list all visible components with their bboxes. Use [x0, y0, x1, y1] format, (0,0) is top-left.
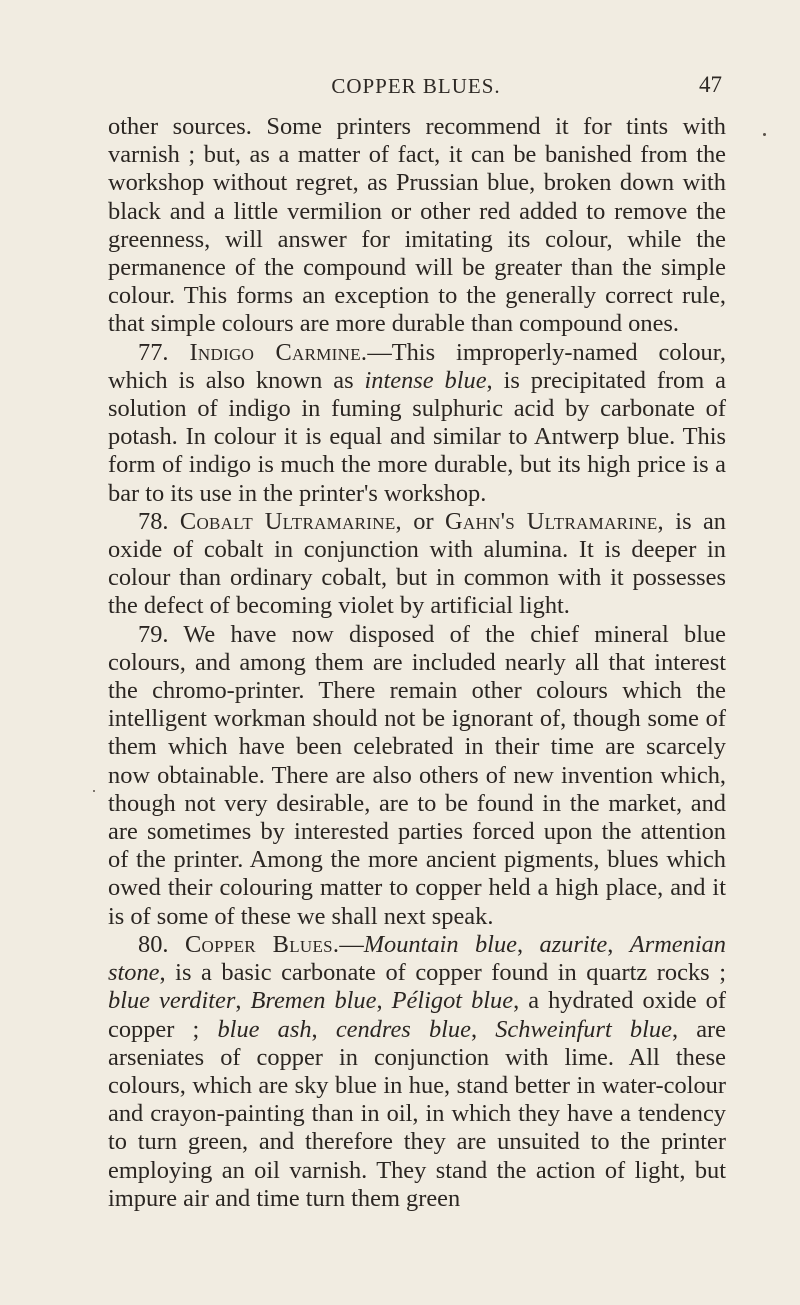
paragraph-80 — [108, 931, 726, 1213]
paragraph-text: , — [311, 1015, 336, 1043]
paragraph-text: , — [376, 987, 392, 1015]
paragraph-text: — — [339, 930, 364, 958]
body-text — [108, 113, 726, 1213]
paragraph-78 — [108, 508, 726, 621]
paragraph-text: We have now disposed of the chief mineral blue colours, and among them are included nearly all that interest the chromo-printer. There remain other colours which the intelligent workman should not be ignorant of, though some of them which have been celebrated in their time are scarcely now obtainable. There are also others of new invention which, though not very desirable, are to be found in the market, and are sometimes by interested parties forced upon the attention of the printer. Among the more ancient pigments, blues which owed their colouring matter to copper held a high place, and it is of some of these we shall next speak. — [108, 620, 726, 930]
paragraph-number: 77. — [138, 338, 169, 366]
paragraph-continued — [108, 113, 726, 339]
paragraph-text: , are arseniates of copper in conjunction with lime. All these colours, which are sky blue in hue, stand better in water-colour and crayon-painting than in oil, in which they have a tendency to turn green, and therefore they are unsuited to the printer employing an oil varnish. They stand the action of light, but impure air and time turn them green — [108, 1015, 726, 1212]
paragraph-number: 78. — [138, 507, 169, 535]
paragraph-79 — [108, 621, 726, 931]
paragraph-text: , — [607, 930, 630, 958]
page-number: 47 — [699, 72, 722, 97]
paragraph-text: , is a basic carbonate of copper found in quartz rocks ; — [159, 959, 726, 987]
running-head — [108, 72, 724, 102]
print-speck — [93, 790, 95, 792]
paragraph-number: 79. — [138, 620, 169, 648]
italic-term: azurite — [539, 930, 608, 958]
italic-term: cendres blue — [335, 1015, 471, 1043]
paragraph-text: , is precipitated from a solution of indigo in fuming sulphuric acid by carbonate of potash. In colour it is equal and similar to Antwerp blue. This form of indigo is much the more durable, but its high price is a bar to its use in the printer's workshop. — [108, 366, 726, 507]
italic-term: blue verditer — [108, 987, 236, 1015]
paragraph-text: —This improperly-named colour, which is also known as — [108, 338, 726, 394]
section-heading-alt: Gahn's Ultramarine, — [444, 507, 664, 535]
section-heading: Indigo Carmine. — [189, 338, 368, 366]
italic-term: Mountain blue — [363, 930, 517, 958]
section-heading: Cobalt Ultramarine, — [179, 507, 402, 535]
print-speck — [763, 133, 766, 136]
paragraph-77 — [108, 339, 726, 508]
paragraph-number: 80. — [138, 930, 169, 958]
running-title: COPPER BLUES. — [331, 74, 501, 98]
paragraph-text: , — [470, 1015, 496, 1043]
section-heading: Copper Blues. — [184, 930, 340, 958]
italic-term: Armenian stone — [108, 930, 726, 987]
italic-term: intense blue — [364, 366, 487, 394]
paragraph-text: other sources. Some printers recommend it for tints with varnish ; but, as a matter of fact, it can be banished from the workshop without regret, as Prussian blue, broken down with black and a little vermilion or other red added to remove the greenness, will answer for imitating its colour, while the permanence of the compound will be greater than the simple colour. This forms an exception to the generally correct rule, that simple colours are more durable than compound ones. — [108, 113, 726, 338]
italic-term: blue ash — [217, 1015, 312, 1043]
italic-term: Schweinfurt blue — [495, 1015, 672, 1043]
italic-term: Bremen blue — [250, 987, 377, 1015]
paragraph-text: , a hydrated oxide of copper ; — [108, 987, 726, 1043]
italic-term: Péligot blue — [391, 987, 514, 1015]
paragraph-text: or — [401, 507, 445, 535]
paragraph-text: , — [516, 930, 540, 958]
paragraph-text: , — [235, 987, 251, 1015]
paragraph-text: is an oxide of cobalt in conjunction with alumina. It is deeper in colour than ordinary cobalt, but in common with it possesses the defect of becoming violet by artificial light. — [108, 507, 726, 620]
